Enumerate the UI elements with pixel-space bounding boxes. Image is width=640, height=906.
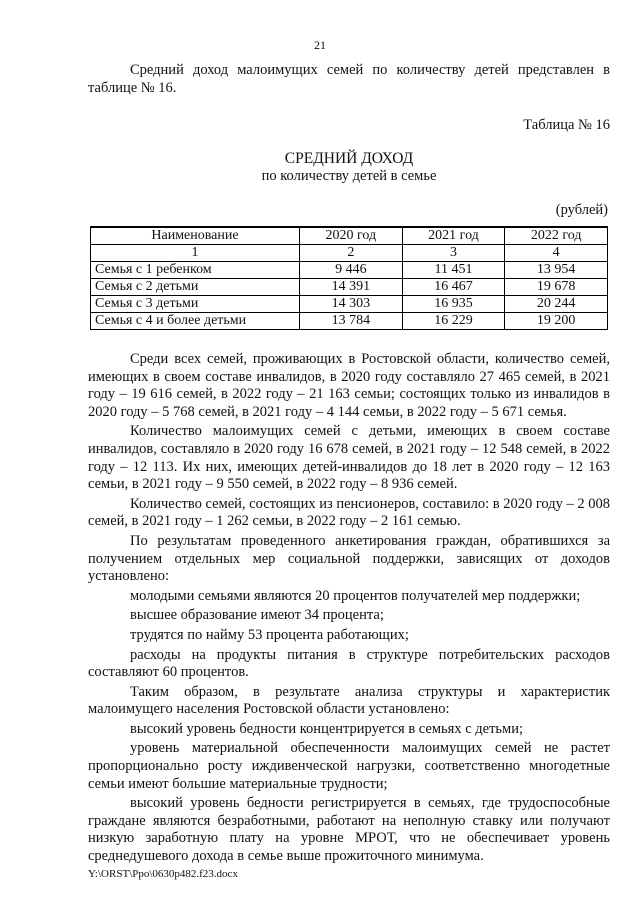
paragraph: высокий уровень бедности регистрируется в семьях, где трудоспособные граждане являются безработными, работают на неполную ставку или получают низкую заработную плату на уровне МРОТ, что не обеспечивает уровень среднедушевого дохода в семье выше прожиточного минимума. xyxy=(88,795,610,865)
header-cell: Наименование xyxy=(91,227,300,245)
table-cell: 13 784 xyxy=(300,313,403,330)
table-cell: 16 229 xyxy=(402,313,505,330)
row-label: Семья с 3 детьми xyxy=(91,296,300,313)
table-header-row xyxy=(91,227,608,245)
table-cell: 16 467 xyxy=(402,279,505,296)
table-cell: 14 391 xyxy=(300,279,403,296)
paragraph: расходы на продукты питания в структуре потребительских расходов составляют 60 процентов. xyxy=(88,646,610,681)
intro-text: Средний доход малоимущих семей по количеству детей представлен в таблице № 16. xyxy=(88,62,610,96)
footer-file-path: Y:\ORST\Ppo\0630p482.f23.docx xyxy=(88,868,238,880)
paragraph: трудятся по найму 53 процента работающих; xyxy=(130,626,409,643)
header-cell: 2021 год xyxy=(402,227,505,245)
table-row xyxy=(91,313,608,330)
table-cell: 11 451 xyxy=(402,262,505,279)
paragraph: Таким образом, в результате анализа структуры и характеристик малоимущего населения Ростовской области установлено: xyxy=(88,683,610,718)
table-cell: 13 954 xyxy=(505,262,608,279)
paragraph: По результатам проведенного анкетирования граждан, обратившихся за получением отдельных мер социальной поддержки, зависящих от доходов установлено: xyxy=(88,532,610,585)
table-cell: 19 678 xyxy=(505,279,608,296)
header-cell: 2020 год xyxy=(300,227,403,245)
paragraph: Количество малоимущих семей с детьми, имеющих в своем составе инвалидов, составляло в 2020 году 16 678 семей, в 2021 году – 12 548 семей, в 2022 году – 12 113. Их них, имеющих детей-инвалидов до 18 лет в 2020 году – 12 163 семьи, в 2021 году – 9 550 семей, в 2022 году – 8 936 семей. xyxy=(88,423,610,493)
table-row xyxy=(91,262,608,279)
paragraph: Количество семей, состоящих из пенсионеров, составило: в 2020 году – 2 008 семей, в 2021 году – 1 262 семьи, в 2022 году – 2 161 семью. xyxy=(88,495,610,530)
column-number: 4 xyxy=(505,245,608,262)
page-number: 21 xyxy=(314,38,326,52)
table-row xyxy=(91,279,608,296)
row-label: Семья с 2 детьми xyxy=(91,279,300,296)
paragraph: молодыми семьями являются 20 процентов получателей мер поддержки; xyxy=(130,587,581,604)
table-cell: 14 303 xyxy=(300,296,403,313)
column-number: 2 xyxy=(300,245,403,262)
paragraph: высокий уровень бедности концентрируется в семьях с детьми; xyxy=(130,720,523,737)
paragraph: высшее образование имеют 34 процента; xyxy=(130,607,384,624)
row-label: Семья с 1 ребенком xyxy=(91,262,300,279)
header-cell: 2022 год xyxy=(505,227,608,245)
table-cell: 19 200 xyxy=(505,313,608,330)
body-text xyxy=(88,351,610,868)
table-row xyxy=(91,296,608,313)
income-table xyxy=(90,226,608,330)
paragraph: Среди всех семей, проживающих в Ростовской области, количество семей, имеющих в своем составе инвалидов, в 2020 году составляло 27 465 семей, в 2021 году – 19 616 семей, в 2022 году – 21 163 семьи; состоящих только из инвалидов в 2020 году – 5 768 семей, в 2021 году – 4 144 семьи, в 2022 году – 5 671 семья. xyxy=(88,351,610,420)
table-title: СРЕДНИЙ ДОХОД xyxy=(284,150,414,167)
table-cell: 20 244 xyxy=(505,296,608,313)
table-units: (рублей) xyxy=(555,202,608,218)
intro-paragraph xyxy=(88,62,610,97)
paragraph: уровень материальной обеспеченности малоимущих семей не растет пропорционально росту иждивенческой нагрузки, соответственно многодетные семьи имеют большие материальные трудности; xyxy=(88,740,610,792)
column-number: 1 xyxy=(91,245,300,262)
table-cell: 9 446 xyxy=(300,262,403,279)
column-number-row xyxy=(91,245,608,262)
column-number: 3 xyxy=(402,245,505,262)
row-label: Семья с 4 и более детьми xyxy=(91,313,300,330)
table-subtitle: по количеству детей в семье xyxy=(261,168,437,184)
table-cell: 16 935 xyxy=(402,296,505,313)
table-number: Таблица № 16 xyxy=(523,117,610,133)
